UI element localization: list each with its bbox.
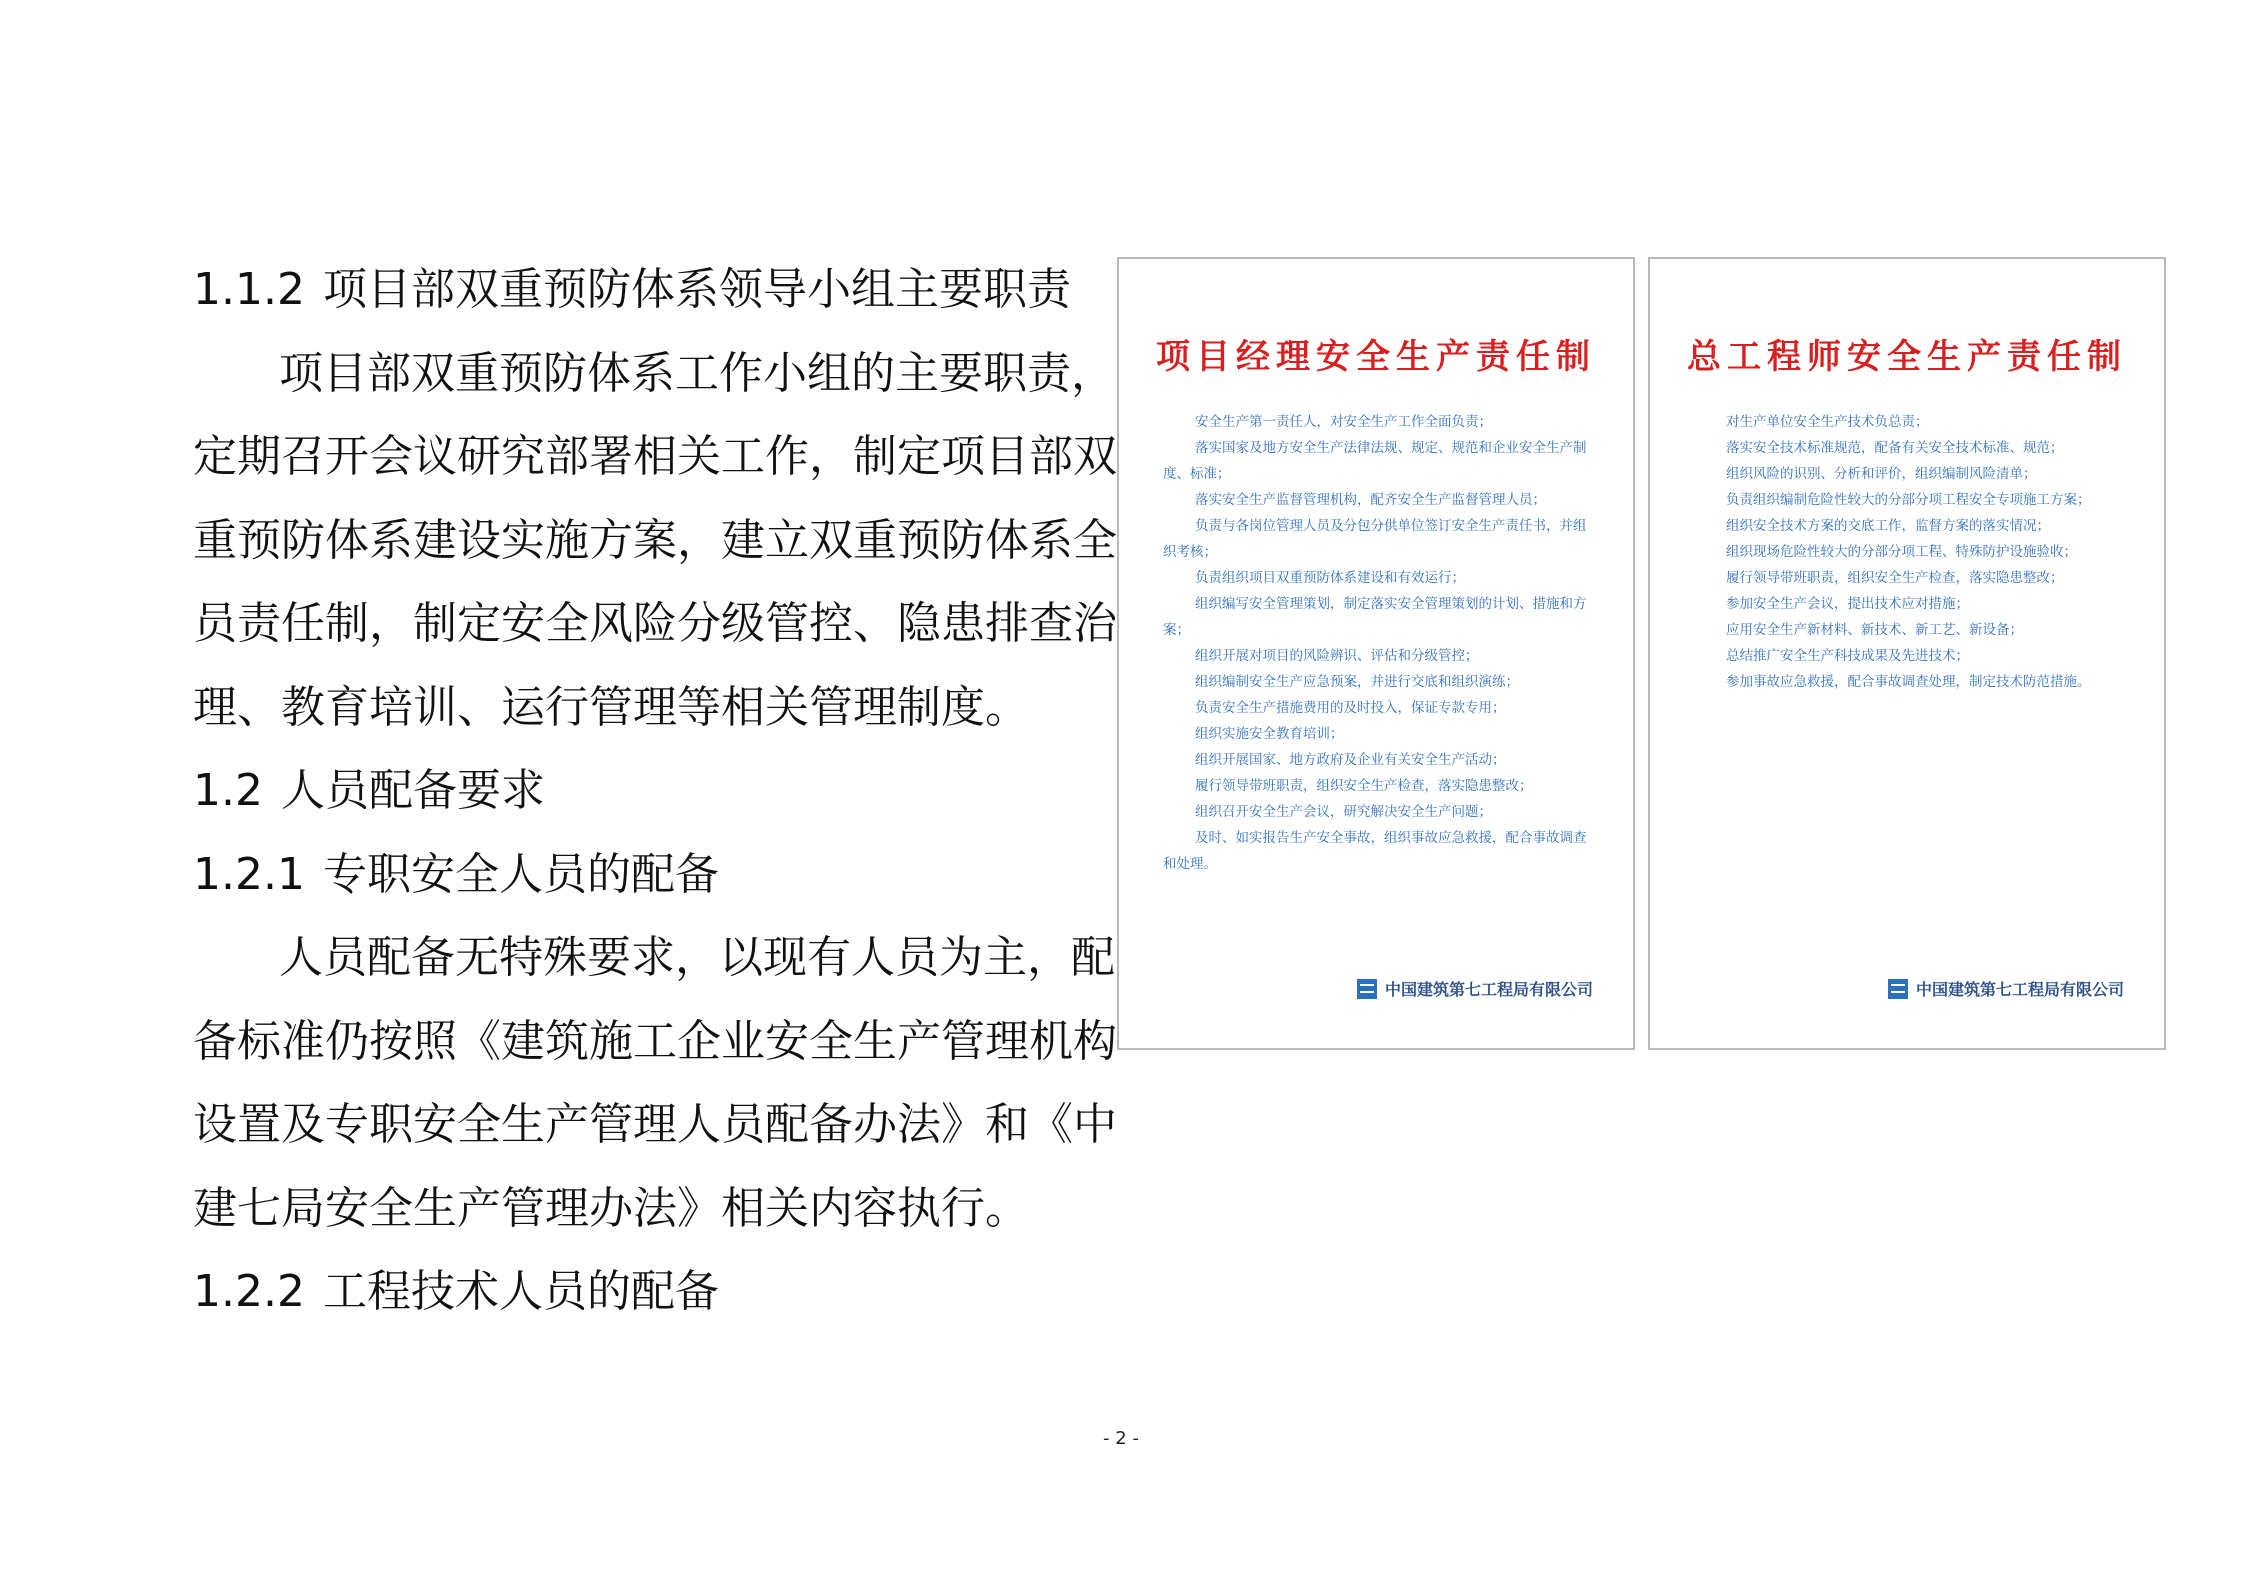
main-text [193,248,1117,1334]
poster-item: 组织现场危险性较大的分部分项工程、特殊防护设施验收； [1726,544,2077,560]
poster-footer [1888,977,2124,1000]
poster-item: 总结推广安全生产科技成果及先进技术； [1726,648,1969,664]
poster-item: 负责与各岗位管理人员及分包分供单位签订安全生产责任书，并组织考核； [1163,518,1587,560]
heading-1-2-1: 1.2.1 专职安全人员的配备 [193,848,719,900]
poster-body [1163,409,1589,877]
poster-title: 项目经理安全生产责任制 [1156,337,1596,377]
poster-title: 总工程师安全生产责任制 [1687,337,2127,377]
poster-item: 组织实施安全教育培训； [1195,726,1344,742]
poster-item: 负责组织编制危险性较大的分部分项工程安全专项施工方案； [1726,492,2091,508]
poster-item: 对生产单位安全生产技术负总责； [1726,414,1929,430]
poster-item: 落实国家及地方安全生产法律法规、规定、规范和企业安全生产制度、标准； [1163,440,1587,482]
company-logo-icon [1357,979,1377,999]
poster-item: 负责安全生产措施费用的及时投入，保证专款专用； [1195,700,1506,716]
poster-item: 落实安全技术标准规范，配备有关安全技术标准、规范； [1726,440,2064,456]
poster-item: 应用安全生产新材料、新技术、新工艺、新设备； [1726,622,2023,638]
paragraph-line: 员责任制，制定安全风险分级管控、隐患排查治 [193,598,1117,649]
paragraph-line: 备标准仍按照《建筑施工企业安全生产管理机构 [193,1015,1117,1067]
poster-item: 履行领导带班职责，组织安全生产检查，落实隐患整改； [1195,778,1533,794]
heading-1-1-2: 1.1.2 项目部双重预防体系领导小组主要职责 [193,264,1071,315]
heading-1-2-2: 1.2.2 工程技术人员的配备 [193,1266,719,1317]
company-name: 中国建筑第七工程局有限公司 [1915,980,2124,999]
poster-item: 安全生产第一责任人，对安全生产工作全面负责； [1195,414,1492,430]
poster-footer [1357,977,1593,1000]
poster-chief-engineer [1648,257,2166,1050]
poster-item: 参加事故应急救援，配合事故调查处理，制定技术防范措施。 [1726,674,2091,690]
paragraph-line: 人员配备无特殊要求，以现有人员为主，配 [279,932,1115,983]
paragraph-line: 定期召开会议研究部署相关工作，制定项目部双 [193,431,1117,482]
poster-item: 组织编写安全管理策划，制定落实安全管理策划的计划、措施和方案； [1163,596,1587,638]
poster-item: 履行领导带班职责，组织安全生产检查，落实隐患整改； [1726,570,2064,586]
poster-body [1694,409,2120,695]
paragraph-line: 项目部双重预防体系工作小组的主要职责， [279,347,1115,399]
poster-item: 组织风险的识别、分析和评价，组织编制风险清单； [1726,466,2037,482]
poster-item: 组织开展对项目的风险辨识、评估和分级管控； [1195,648,1479,664]
paragraph-line: 设置及专职安全生产管理人员配备办法》和《中 [193,1099,1117,1150]
poster-project-manager [1117,257,1635,1050]
poster-item: 负责组织项目双重预防体系建设和有效运行； [1195,570,1465,586]
poster-item: 参加安全生产会议，提出技术应对措施； [1726,596,1969,612]
page-number: - 2 - [1103,1428,1139,1449]
paragraph-line: 建七局安全生产管理办法》相关内容执行。 [193,1182,1029,1234]
paragraph-line: 重预防体系建设实施方案，建立双重预防体系全 [193,514,1117,566]
poster-item: 组织开展国家、地方政府及企业有关安全生产活动； [1195,752,1506,768]
poster-item: 组织安全技术方案的交底工作，监督方案的落实情况； [1726,518,2050,534]
paragraph-line: 理、教育培训、运行管理等相关管理制度。 [193,681,1029,733]
poster-item: 及时、如实报告生产安全事故，组织事故应急救援，配合事故调查和处理。 [1163,830,1587,872]
poster-item: 落实安全生产监督管理机构，配齐安全生产监督管理人员； [1195,492,1546,508]
company-logo-icon [1888,979,1908,999]
heading-1-2: 1.2 人员配备要求 [193,765,545,816]
company-name: 中国建筑第七工程局有限公司 [1384,980,1593,999]
poster-item: 组织召开安全生产会议，研究解决安全生产问题； [1195,804,1492,820]
poster-item: 组织编制安全生产应急预案，并进行交底和组织演练； [1195,674,1519,690]
